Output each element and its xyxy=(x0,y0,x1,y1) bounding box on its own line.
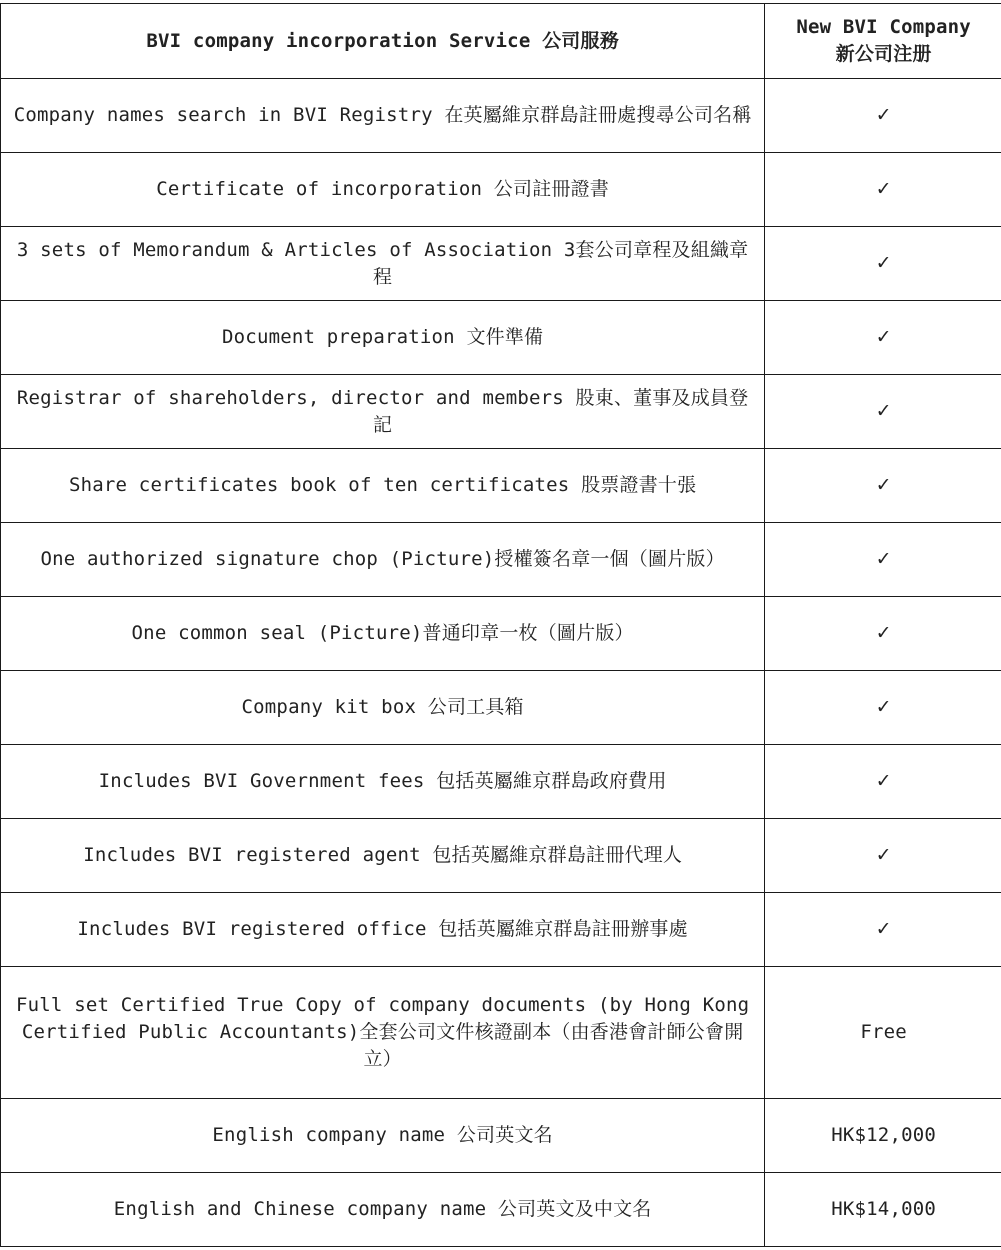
check-icon: ✓ xyxy=(765,597,1001,671)
table-row-kit-box xyxy=(1,671,1001,745)
table-row-english-name xyxy=(1,1099,1001,1173)
column-header-english: New BVI Company xyxy=(796,16,971,38)
row-description: Full set Certified True Copy of company documents (by Hong Kong Certified Public Accountants)全套公司文件核證副本（由香港會計師公會開立） xyxy=(1,967,765,1099)
row-description: Document preparation 文件準備 xyxy=(1,301,765,375)
check-icon: ✓ xyxy=(765,671,1001,745)
row-description: 3 sets of Memorandum & Articles of Association 3套公司章程及組織章程 xyxy=(1,227,765,301)
table-row-memorandum xyxy=(1,227,1001,301)
row-description: One authorized signature chop (Picture)授權簽名章一個（圖片版） xyxy=(1,523,765,597)
row-description: Company kit box 公司工具箱 xyxy=(1,671,765,745)
row-description: Certificate of incorporation 公司註冊證書 xyxy=(1,153,765,227)
table-row-signature-chop xyxy=(1,523,1001,597)
row-description: Company names search in BVI Registry 在英屬維京群島註冊處搜尋公司名稱 xyxy=(1,79,765,153)
row-description: Registrar of shareholders, director and members 股東、董事及成員登記 xyxy=(1,375,765,449)
table-row-document-preparation xyxy=(1,301,1001,375)
check-icon: ✓ xyxy=(765,819,1001,893)
row-price: HK$14,000 xyxy=(765,1173,1001,1247)
table-row-registered-agent xyxy=(1,819,1001,893)
table-row-share-certificates xyxy=(1,449,1001,523)
check-icon: ✓ xyxy=(765,745,1001,819)
column-header-chinese: 新公司注册 xyxy=(835,43,932,65)
table-row-registrar xyxy=(1,375,1001,449)
table-header-row xyxy=(1,4,1001,79)
row-description: Includes BVI registered office 包括英屬維京群島註冊辦事處 xyxy=(1,893,765,967)
check-icon: ✓ xyxy=(765,153,1001,227)
table-row-certified-true-copy xyxy=(1,967,1001,1099)
table-row-english-chinese-name xyxy=(1,1173,1001,1247)
check-icon: ✓ xyxy=(765,375,1001,449)
service-price-table xyxy=(0,3,1001,1247)
table-row-name-search xyxy=(1,79,1001,153)
table-row-common-seal xyxy=(1,597,1001,671)
new-company-column-header xyxy=(765,4,1001,79)
table-row-registered-office xyxy=(1,893,1001,967)
check-icon: ✓ xyxy=(765,523,1001,597)
row-price: Free xyxy=(765,967,1001,1099)
check-icon: ✓ xyxy=(765,227,1001,301)
check-icon: ✓ xyxy=(765,301,1001,375)
row-description: Share certificates book of ten certificates 股票證書十張 xyxy=(1,449,765,523)
service-column-header: BVI company incorporation Service 公司服務 xyxy=(1,4,765,79)
check-icon: ✓ xyxy=(765,79,1001,153)
check-icon: ✓ xyxy=(765,449,1001,523)
row-description: English company name 公司英文名 xyxy=(1,1099,765,1173)
row-description: English and Chinese company name 公司英文及中文名 xyxy=(1,1173,765,1247)
table-row-certificate xyxy=(1,153,1001,227)
table-row-government-fees xyxy=(1,745,1001,819)
row-price: HK$12,000 xyxy=(765,1099,1001,1173)
row-description: Includes BVI Government fees 包括英屬維京群島政府費用 xyxy=(1,745,765,819)
row-description: Includes BVI registered agent 包括英屬維京群島註冊代理人 xyxy=(1,819,765,893)
check-icon: ✓ xyxy=(765,893,1001,967)
row-description: One common seal (Picture)普通印章一枚（圖片版） xyxy=(1,597,765,671)
